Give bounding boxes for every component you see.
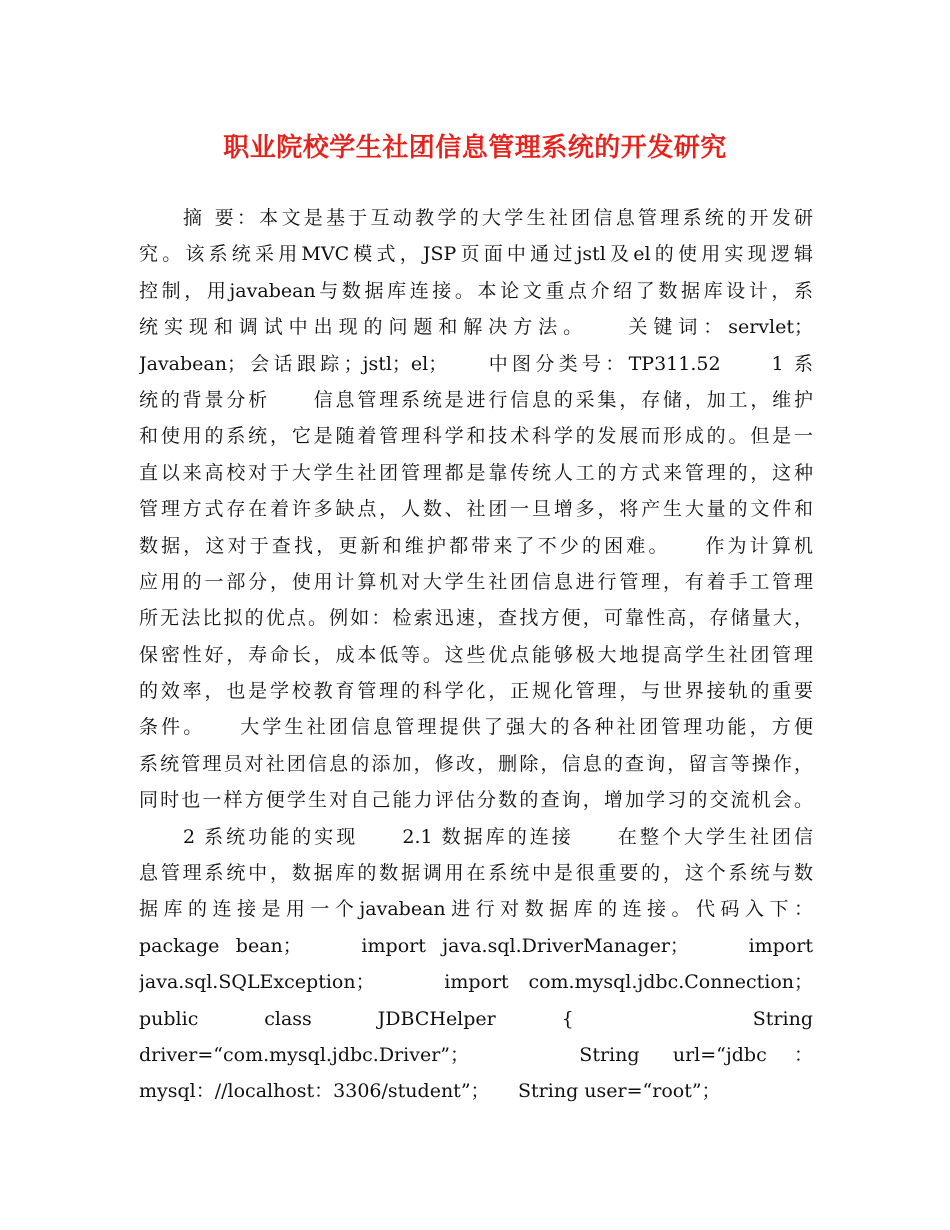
- body-line: mysql：//localhost：3306/student”； String user=“root”；: [139, 1080, 721, 1103]
- body-line: 保密性好，寿命长，成本低等。这些优点能够极大地提高学生社团管理: [139, 643, 813, 666]
- body-line: 和使用的系统，它是随着管理科学和技术科学的发展而形成的。但是一: [139, 425, 813, 448]
- body-line: public class JDBCHelper { String: [139, 1007, 813, 1030]
- body-line: 控制，用javabean与数据库连接。本论文重点介绍了数据库设计，系: [139, 279, 813, 302]
- body-line: driver=“com.mysql.jdbc.Driver”； String url=“jdbc：: [139, 1043, 813, 1066]
- body-line: 统的背景分析 信息管理系统是进行信息的采集，存储，加工，维护: [139, 388, 813, 411]
- body-line: java.sql.SQLException； import com.mysql.jdbc.Connection；: [139, 971, 813, 994]
- body-line: 的效率，也是学校教育管理的科学化，正规化管理，与世界接轨的重要: [139, 680, 813, 703]
- body-line: 直以来高校对于大学生社团管理都是靠传统人工的方式来管理的，这种: [139, 461, 813, 484]
- body-line: Javabean；会话跟踪；jstl；el； 中图分类号：TP311.52 1 系: [139, 352, 813, 375]
- body-line: 数据，这对于查找，更新和维护都带来了不少的困难。 作为计算机: [139, 534, 813, 557]
- body-line: 所无法比拟的优点。例如：检索迅速，查找方便，可靠性高，存储量大，: [139, 607, 813, 630]
- body-line: 究。该系统采用MVC模式，JSP页面中通过jstl及el的使用实现逻辑: [139, 243, 813, 266]
- body-line: 管理方式存在着许多缺点，人数、社团一旦增多，将产生大量的文件和: [139, 498, 813, 521]
- body-line: package bean； import java.sql.DriverManager； import: [139, 934, 813, 957]
- body-line: 统实现和调试中出现的问题和解决方法。 关键词：servlet；: [139, 316, 813, 339]
- body-line: 同时也一样方便学生对自己能力评估分数的查询，增加学习的交流机会。: [139, 789, 813, 812]
- paper-body: [139, 200, 813, 1110]
- paper-title: 职业院校学生社团信息管理系统的开发研究: [223, 133, 727, 163]
- body-line: 2 系统功能的实现 2.1 数据库的连接 在整个大学生社团信: [183, 825, 813, 848]
- body-line: 条件。 大学生社团信息管理提供了强大的各种社团管理功能，方便: [139, 716, 813, 739]
- body-line: 息管理系统中，数据库的数据调用在系统中是很重要的，这个系统与数: [139, 862, 813, 885]
- body-line: 摘 要：本文是基于互动教学的大学生社团信息管理系统的开发研: [183, 207, 813, 229]
- body-line: 据库的连接是用一个javabean进行对数据库的连接。代码入下：: [139, 898, 813, 921]
- body-line: 应用的一部分，使用计算机对大学生社团信息进行管理，有着手工管理: [139, 570, 813, 593]
- body-line: 系统管理员对社团信息的添加，修改，删除，信息的查询，留言等操作，: [139, 752, 813, 775]
